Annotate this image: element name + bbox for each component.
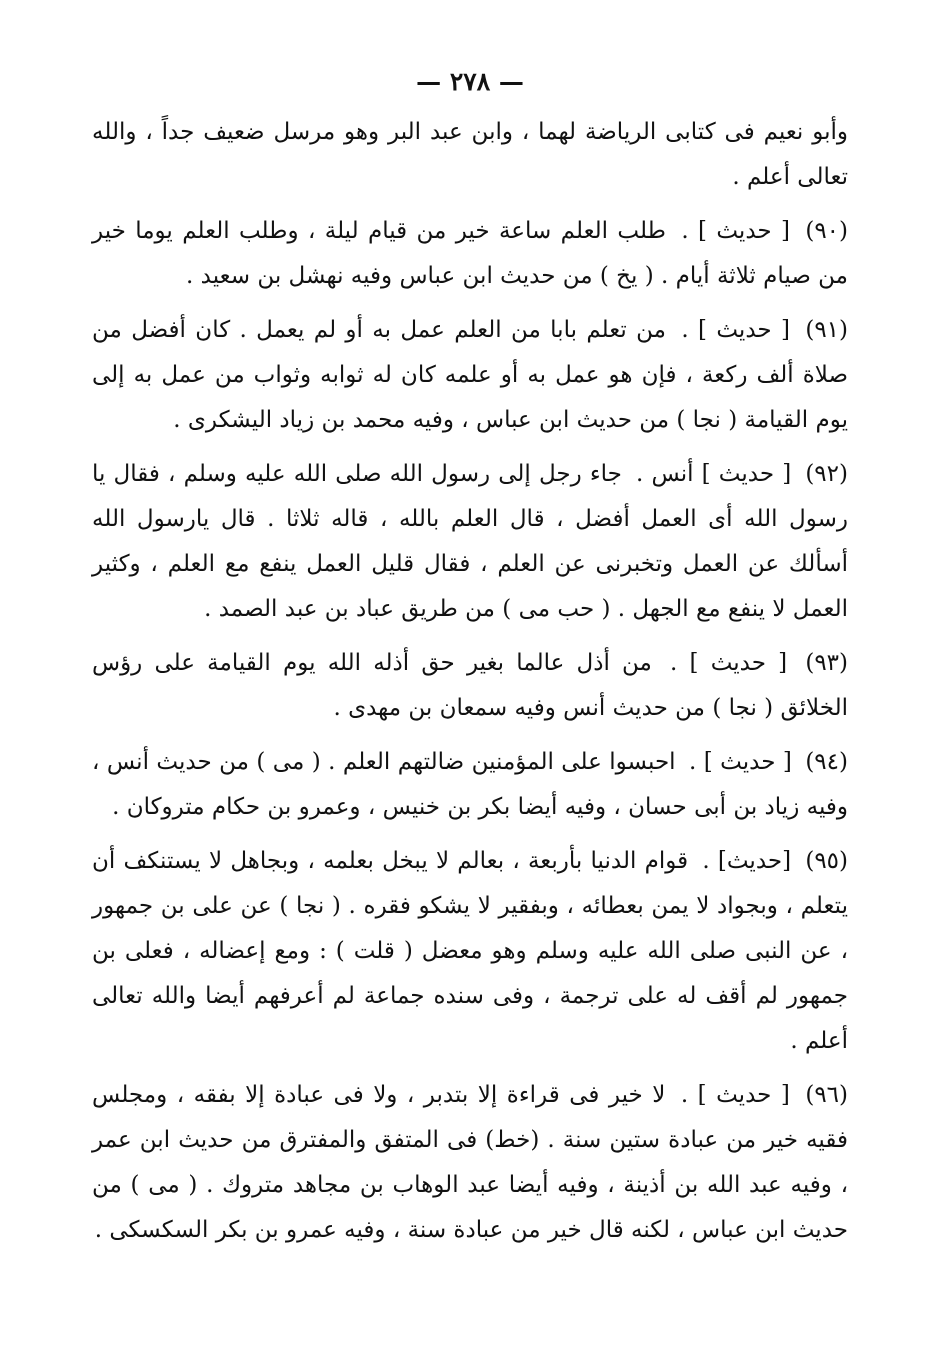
page-number: — ٢٧٨ — — [416, 67, 524, 96]
entry-text: لا خير فى قراءة إلا بتدبر ، ولا فى عبادة إلا بفقه ، ومجلس فقيه خير من عبادة ستين سنة . (خط) فى المتفق والمفترق من حديث ابن عمر ، وفيه عبد الله بن أذينة ، وفيه أيضا عبد الوهاب بن مجاهد متروك . ( مى ) من حديث ابن عباس ، لكنه قال خير من عبادة سنة ، وفيه عمرو بن بكر السكسكى . — [92, 1082, 848, 1243]
hadith-entry-92 — [92, 452, 848, 632]
entry-number: (٩٤) — [805, 749, 848, 775]
entry-number: (٩٣) — [805, 650, 849, 676]
entry-tag: [ حديث ] . — [681, 218, 790, 244]
entry-text: جاء رجل إلى رسول الله صلى الله عليه وسلم ، فقال يا رسول الله أى العمل أفضل ، قال العلم بالله ، قاله ثلاثا . قال يارسول الله أسألك عن العمل وتخبرنى عن العلم ، فقال قليل العمل ينفع مع العلم ، وكثير العمل لا ينفع مع الجهل . ( حب مى ) من طريق عباد بن عبد الصمد . — [92, 461, 848, 622]
entry-number: (٩٢) — [805, 461, 848, 487]
entry-text: وأبو نعيم فى كتابى الرياضة لهما ، وابن عبد البر وهو مرسل ضعيف جداً ، والله تعالى أعلم . — [92, 119, 848, 190]
entry-text: قوام الدنيا بأربعة ، بعالم لا يبخل بعلمه ، وبجاهل لا يستنكف أن يتعلم ، وبجواد لا يمن بعطائه ، وبفقير لا يشكو فقره . ( نجا ) عن على بن جمهور ، عن النبى صلى الله عليه وسلم وهو معضل ( قلت ) : ومع إعضاله ، فعلى بن جمهور لم أقف له على ترجمة ، وفى سنده جماعة لم أعرفهم أيضا والله تعالى أعلم . — [92, 848, 848, 1054]
hadith-entry-95 — [92, 839, 848, 1064]
hadith-entry-96 — [92, 1073, 848, 1253]
entry-number: (٩٠) — [805, 218, 849, 244]
hadith-entry-90 — [92, 209, 848, 299]
entry-tag: [ حديث ] . — [689, 749, 792, 775]
hadith-entry-91 — [92, 308, 848, 443]
entry-tag: [حديث] . — [702, 848, 792, 874]
hadith-entry-94 — [92, 740, 848, 830]
entry-number: (٩١) — [805, 317, 849, 343]
entry-continuation — [92, 110, 848, 200]
entry-tag: [ حديث ] . — [680, 1082, 790, 1108]
entry-text: من أذل عالما بغير حق أذله الله يوم القيامة على رؤس الخلائق ( نجا ) من حديث أنس وفيه سمعان بن مهدى . — [92, 650, 848, 721]
entry-tag: [ حديث ] أنس . — [636, 461, 792, 487]
hadith-entry-93 — [92, 641, 848, 731]
entry-tag: [ حديث ] . — [681, 317, 790, 343]
entry-text: طلب العلم ساعة خير من قيام ليلة ، وطلب العلم يوما خير من صيام ثلاثة أيام . ( يخ ) من حديث ابن عباس وفيه نهشل بن سعيد . — [92, 218, 848, 289]
entry-tag: [ حديث ] . — [670, 650, 788, 676]
entry-text: من تعلم بابا من العلم عمل به أو لم يعمل . كان أفضل من صلاة ألف ركعة ، فإن هو عمل به أو علمه كان له ثوابه وثواب من عمل به إلى يوم القيامة ( نجا ) من حديث ابن عباس ، وفيه محمد بن زياد اليشكرى . — [92, 317, 848, 433]
entry-number: (٩٥) — [805, 848, 849, 874]
entry-text: احبسوا على المؤمنين ضالتهم العلم . ( مى ) من حديث أنس ، وفيه زياد بن أبى حسان ، وفيه أيضا بكر بن خنيس ، وعمرو بن حكام متروكان . — [92, 749, 848, 820]
entry-number: (٩٦) — [805, 1082, 849, 1108]
